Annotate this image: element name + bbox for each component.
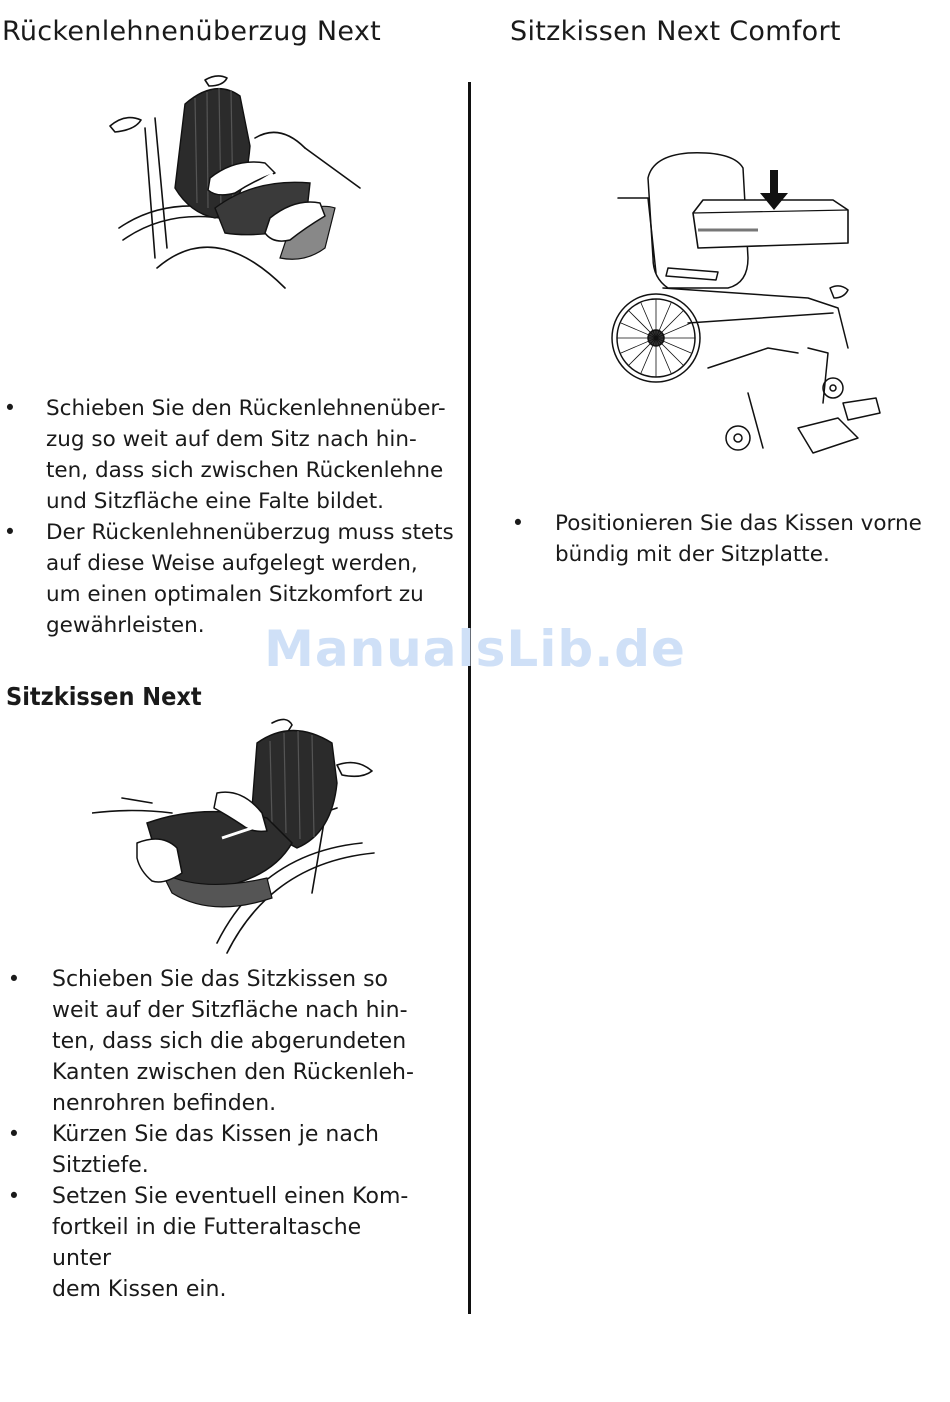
- list-item: • Kürzen Sie das Kissen je nach Sitztiefe.: [4, 1119, 424, 1181]
- list-item: • Setzen Sie eventuell einen Kom- fortkeil in die Futteraltasche unter dem Kissen ein.: [4, 1181, 424, 1305]
- comfort-cushion-instructions: [508, 508, 938, 570]
- watermark: ManualsLib.de: [264, 620, 686, 678]
- seat-cushion-heading: Sitzkissen Next: [6, 682, 202, 711]
- bullet-icon: •: [3, 520, 17, 544]
- bullet-icon: •: [7, 967, 21, 991]
- backrest-cover-heading: Rückenlehnenüberzug Next: [2, 16, 382, 47]
- bullet-icon: •: [3, 396, 17, 420]
- bullet-icon: •: [511, 511, 525, 535]
- list-item: • Der Rückenlehnenüberzug muss stets auf diese Weise aufgelegt werden, um einen optimalen Sitzkomfort zu gewährleisten.: [0, 517, 462, 641]
- backrest-cover-illustration: [105, 68, 365, 294]
- backrest-instructions: [0, 393, 462, 641]
- comfort-cushion-illustration: [608, 148, 888, 473]
- bullet-icon: •: [7, 1122, 21, 1146]
- seat-cushion-illustration: [92, 713, 382, 963]
- bullet-icon: •: [7, 1184, 21, 1208]
- list-item: • Schieben Sie das Sitzkissen so weit auf der Sitzfläche nach hin- ten, dass sich die abgerundeten Kanten zwischen den Rückenleh- nenrohren befinden.: [4, 964, 424, 1119]
- column-divider: [468, 82, 471, 1314]
- list-item: • Schieben Sie den Rückenlehnenüber- zug so weit auf dem Sitz nach hin- ten, dass sich zwischen Rückenlehne und Sitzfläche eine Falte bildet.: [0, 393, 462, 517]
- comfort-cushion-heading: Sitzkissen Next Comfort: [510, 16, 841, 47]
- list-item: • Positionieren Sie das Kissen vorne bündig mit der Sitzplatte.: [508, 508, 938, 570]
- seat-cushion-instructions: [4, 964, 424, 1305]
